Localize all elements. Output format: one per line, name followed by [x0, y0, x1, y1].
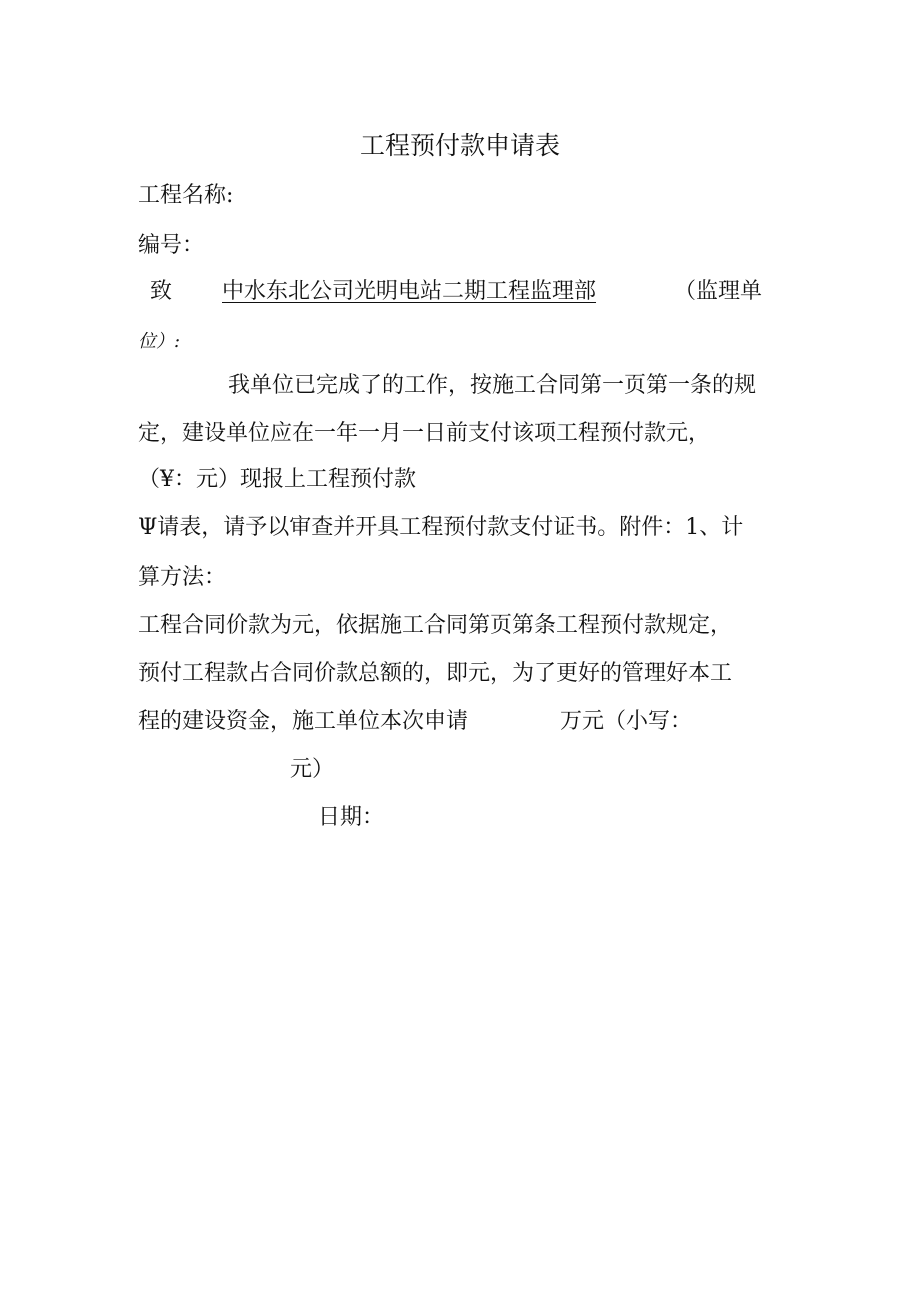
project-name-label: 工程名称: — [138, 183, 234, 208]
body-line-8: 程的建设资金，施工单位本次申请 — [138, 709, 469, 734]
to-suffix: （监理单 — [674, 279, 763, 304]
amount-close: 元） — [290, 757, 335, 782]
to-suffix-continued: 位）: — [138, 331, 181, 352]
number-label: 编号： — [138, 233, 205, 258]
body-line-7: 预付工程款占合同价款总额的，即元，为了更好的管理好本工 — [138, 661, 733, 686]
to-recipient: 中水东北公司光明电站二期工程监理部 — [222, 279, 597, 304]
document-title: 工程预付款申请表 — [359, 131, 560, 160]
amount-wan: 万元（小写： — [560, 709, 693, 734]
to-prefix: 致 — [150, 279, 173, 304]
body-line-6: 工程合同价款为元，依据施工合同第页第条工程预付款规定， — [138, 613, 733, 638]
body-line-5: 算方法： — [138, 565, 227, 590]
body-line-2: 定，建设单位应在一年一月一日前支付该项工程预付款元， — [138, 421, 711, 446]
body-line-4: Ψ请表，请予以审查并开具工程预付款支付证书。附件：1、计 — [138, 515, 744, 540]
date-label: 日期： — [318, 805, 385, 830]
body-line-3: （¥：元）现报上工程预付款 — [138, 467, 416, 492]
body-line-1: 我单位已完成了的工作，按施工合同第一页第一条的规 — [228, 373, 757, 398]
